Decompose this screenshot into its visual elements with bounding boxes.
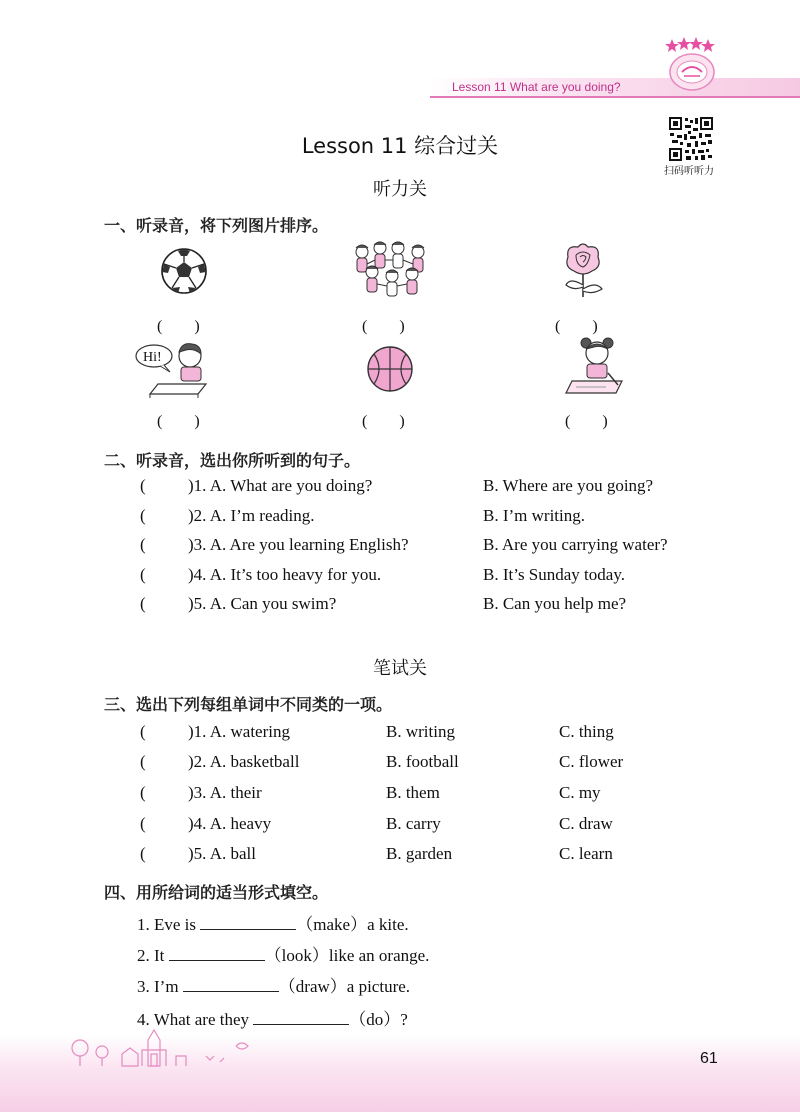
q3-item-3-a: )3. A. their [188,783,262,802]
q3-item-5-c: C. learn [559,844,613,863]
q3-item-2-c: C. flower [559,752,624,771]
q1-answer-bracket-1[interactable]: ( ) [157,318,200,335]
q1-answer-bracket-6[interactable]: ( ) [565,413,608,430]
q2-item-4-b: B. It’s Sunday today. [483,565,625,584]
q4-item-1-blank[interactable] [200,914,296,930]
q1-answer-bracket-2[interactable]: ( ) [362,318,405,335]
qr-caption: 扫码听听力 [664,166,714,177]
speech-bubble-text: Hi! [143,350,162,365]
q3-item-2-a: )2. A. basketball [188,752,300,771]
basketball-picture [366,345,414,393]
q2-item-4-a: )4. A. It’s too heavy for you. [188,565,382,584]
q3-item-5-a: )5. A. ball [188,844,256,863]
q2-bracket[interactable]: ( [140,506,146,525]
q3-bracket[interactable]: ( [140,783,146,802]
q4-item-4-blank[interactable] [253,1009,349,1025]
q3-item-1-a: )1. A. watering [188,722,290,741]
q4-item-4-hint: （do） [349,1010,401,1029]
q3-item-2-b: B. football [386,752,459,771]
q2-item-5-b: B. Can you help me? [483,594,627,613]
q3-bracket[interactable]: ( [140,752,146,771]
mascot-badge-icon [660,36,724,96]
q2-item-2-b: B. I’m writing. [483,506,585,525]
q3-heading: 三、选出下列每组单词中不同类的一项。 [104,695,393,714]
q2-item-5-a: )5. A. Can you swim? [188,594,337,613]
q4-item-3-post: a picture. [346,977,411,996]
q2-item-1-b: B. Where are you going? [483,476,654,495]
q4-item-2 [137,941,429,966]
q4-item-1-post: a kite. [367,915,409,934]
q2-bracket[interactable]: ( [140,535,146,554]
q4-item-3 [137,972,410,997]
q3-item-4-c: C. draw [559,814,613,833]
q2-heading: 二、听录音，选出你所听到的句子。 [104,451,361,470]
qr-code-icon[interactable] [668,116,714,162]
q3-item-3-c: C. my [559,783,601,802]
q4-heading: 四、用所给词的适当形式填空。 [104,883,329,902]
q1-answer-bracket-4[interactable]: ( ) [157,413,200,430]
q2-item-1-a: )1. A. What are you doing? [188,476,373,495]
q2-item-3-b: B. Are you carrying water? [483,535,668,554]
q3-item-4-b: B. carry [386,814,441,833]
q1-heading: 一、听录音，将下列图片排序。 [104,216,329,235]
q4-item-2-blank[interactable] [169,945,265,961]
children-dancing-picture [348,238,438,300]
q4-item-2-pre: 2. It [137,946,169,965]
q2-item-2-a: )2. A. I’m reading. [188,506,315,525]
q3-bracket[interactable]: ( [140,722,146,741]
q3-bracket[interactable]: ( [140,814,146,833]
girl-writing-picture [564,333,630,399]
page-title: Lesson 11 综合过关 [301,134,499,158]
page-number: 61 [700,1050,718,1067]
q3-bracket[interactable]: ( [140,844,146,863]
listening-section-title: 听力关 [373,179,427,200]
q2-bracket[interactable]: ( [140,565,146,584]
q1-answer-bracket-3[interactable]: ( ) [555,318,598,335]
q2-bracket[interactable]: ( [140,594,146,613]
q3-item-1-b: B. writing [386,722,455,741]
q4-item-3-hint: （draw） [278,977,347,996]
q3-item-5-b: B. garden [386,844,453,863]
q3-item-1-c: C. thing [559,722,614,741]
q4-item-3-pre: 3. I’m [137,977,183,996]
boy-hi-picture [134,336,212,398]
running-title: Lesson 11 What are you doing? [452,80,621,94]
q3-item-3-b: B. them [386,783,440,802]
flower-picture [558,241,608,299]
writing-section-title: 笔试关 [373,658,427,679]
football-picture [160,247,208,295]
castle-decoration-icon [60,1026,260,1070]
q1-answer-bracket-5[interactable]: ( ) [362,413,405,430]
q4-item-2-post: like an orange. [328,946,430,965]
q4-item-1-hint: （make） [296,915,368,934]
q4-item-3-blank[interactable] [183,976,279,992]
header-rule [430,96,800,98]
q4-item-1-pre: 1. Eve is [137,915,201,934]
q3-item-4-a: )4. A. heavy [188,814,272,833]
q4-item-4-post: ? [400,1010,408,1029]
q4-item-1 [137,910,409,935]
q2-bracket[interactable]: ( [140,476,146,495]
q4-item-4-pre: 4. What are they [137,1010,254,1029]
q4-item-2-hint: （look） [264,946,329,965]
q2-item-3-a: )3. A. Are you learning English? [188,535,409,554]
